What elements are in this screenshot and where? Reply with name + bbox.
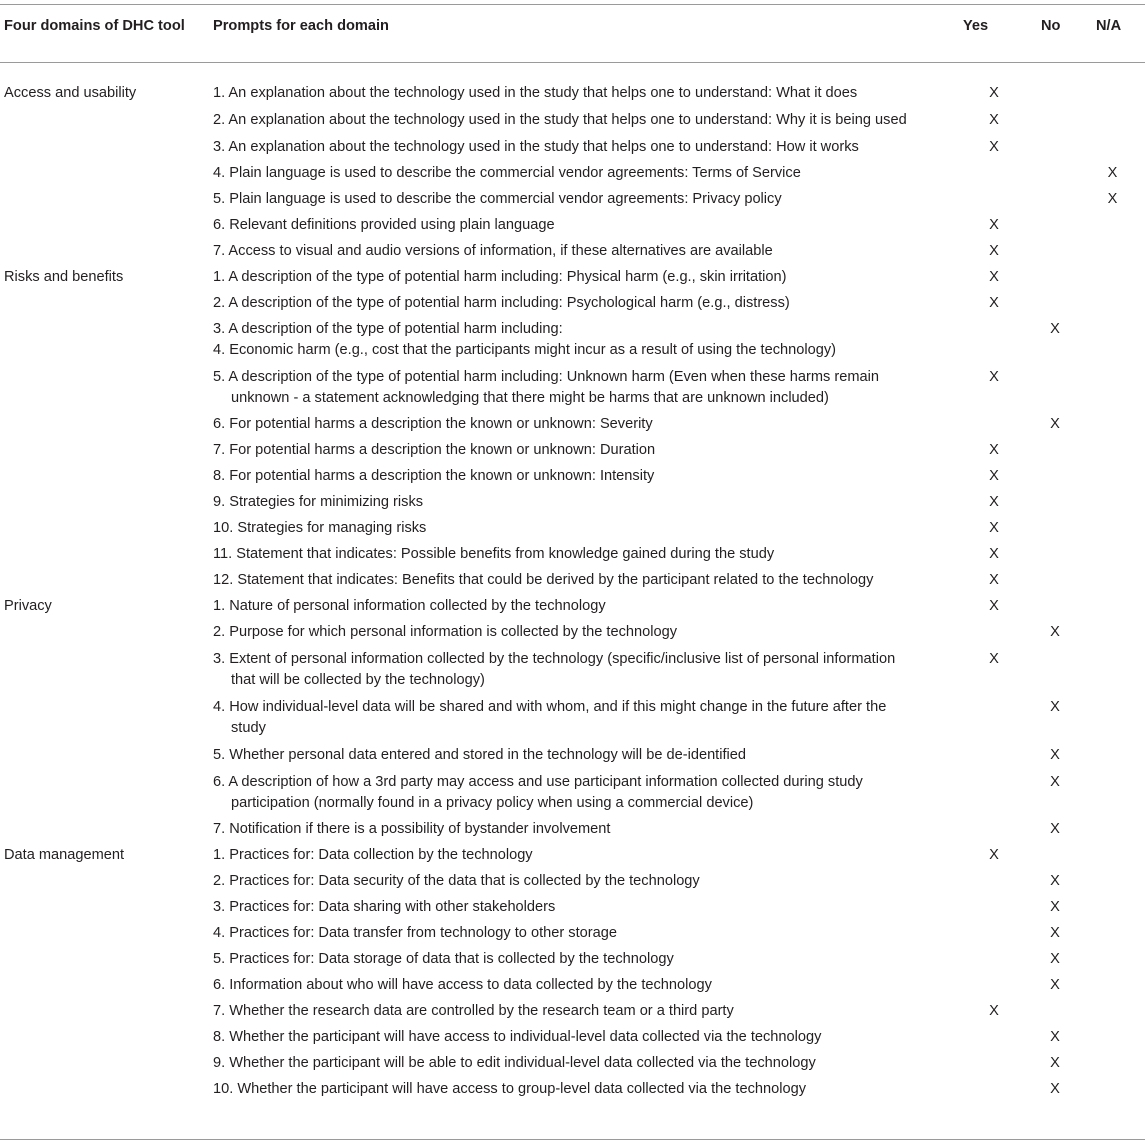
prompt-cell [213, 649, 958, 691]
prompt-cell [213, 596, 958, 617]
yes-cell: X [989, 494, 999, 510]
prompt-cell [213, 622, 958, 643]
yes-cell: X [989, 85, 999, 101]
prompt-text: 8. For potential harms a description the known or unknown: Intensity [213, 468, 655, 484]
prompt-text: 1. A description of the type of potential harm including: Physical harm (e.g., skin irritation) [213, 269, 787, 285]
prompt-text: 10. Strategies for managing risks [213, 520, 427, 536]
prompt-cell [213, 1053, 958, 1074]
prompt-text: 2. Practices for: Data security of the data that is collected by the technology [213, 873, 700, 889]
no-cell: X [1050, 873, 1060, 889]
table-row [0, 1053, 1145, 1074]
prompt-cell [213, 544, 958, 565]
yes-cell: X [989, 1003, 999, 1019]
domain-cell: Access and usability [4, 85, 137, 101]
header-yes: Yes [963, 18, 989, 34]
table-row [0, 923, 1145, 944]
no-cell: X [1050, 1055, 1060, 1071]
table-row [0, 772, 1145, 814]
prompt-text: 4. Plain language is used to describe the commercial vendor agreements: Terms of Service [213, 165, 801, 181]
prompt-text: 6. A description of how a 3rd party may access and use participant information collected during study participation (normally found in a privacy policy when using a commercial device) [213, 774, 863, 811]
prompt-text: 3. Extent of personal information collected by the technology (specific/inclusive list of personal information that will be collected by the technology) [213, 651, 896, 688]
yes-cell: X [989, 217, 999, 233]
prompt-cell [213, 319, 958, 340]
table-row [0, 949, 1145, 970]
prompt-text: 5. Whether personal data entered and stored in the technology will be de-identified [213, 747, 747, 763]
prompt-cell [213, 745, 958, 766]
table-row [0, 544, 1145, 565]
table-row [0, 293, 1145, 314]
table-row [0, 975, 1145, 996]
table-row [0, 163, 1145, 184]
dhc-table [0, 4, 1145, 1100]
yes-cell: X [989, 442, 999, 458]
prompt-text: 1. Practices for: Data collection by the technology [213, 847, 533, 863]
prompt-text: 6. Relevant definitions provided using plain language [213, 217, 555, 233]
prompt-cell [213, 1001, 958, 1022]
prompt-text: 2. Purpose for which personal information is collected by the technology [213, 624, 678, 640]
prompt-cell [213, 163, 958, 184]
prompt-cell [213, 975, 958, 996]
table-row [0, 1079, 1145, 1100]
table-row [0, 137, 1145, 158]
prompt-cell [213, 414, 958, 435]
prompt-text: 11. Statement that indicates: Possible benefits from knowledge gained during the study [213, 546, 775, 562]
table-row [0, 414, 1145, 435]
no-cell: X [1050, 747, 1060, 763]
prompt-cell [213, 518, 958, 539]
prompt-cell [213, 293, 958, 314]
yes-cell: X [989, 112, 999, 128]
yes-cell: X [989, 520, 999, 536]
prompt-cell [213, 949, 958, 970]
yes-cell: X [989, 369, 999, 385]
prompt-cell [213, 440, 958, 461]
prompt-text: 4. Economic harm (e.g., cost that the participants might incur as a result of using the technology) [213, 342, 836, 358]
table-row [0, 845, 1145, 866]
prompt-text: 5. A description of the type of potential harm including: Unknown harm (Even when these harms remain unknown - a statement acknowledging that there might be harms that are unknown included) [213, 369, 879, 406]
yes-cell: X [989, 295, 999, 311]
prompt-text: 6. Information about who will have access to data collected by the technology [213, 977, 712, 993]
prompt-cell [213, 367, 958, 409]
prompt-text: 5. Practices for: Data storage of data that is collected by the technology [213, 951, 674, 967]
prompt-cell [213, 83, 958, 104]
table-body [0, 63, 1145, 1100]
no-cell: X [1050, 1029, 1060, 1045]
yes-cell: X [989, 468, 999, 484]
prompt-cell [213, 923, 958, 944]
prompt-text: 3. Practices for: Data sharing with other stakeholders [213, 899, 556, 915]
yes-cell: X [989, 572, 999, 588]
no-cell: X [1050, 951, 1060, 967]
no-cell: X [1050, 699, 1060, 715]
table-header [0, 5, 1145, 62]
header-no: No [1041, 18, 1061, 34]
prompt-cell [213, 772, 958, 814]
prompt-cell [213, 189, 958, 210]
table-row [0, 697, 1145, 739]
table-row [0, 570, 1145, 591]
no-cell: X [1050, 416, 1060, 432]
table-row [0, 215, 1145, 236]
table-row [0, 267, 1145, 288]
prompt-text: 7. Whether the research data are controlled by the research team or a third party [213, 1003, 734, 1019]
prompt-text: 3. A description of the type of potential harm including: [213, 321, 563, 337]
no-cell: X [1050, 925, 1060, 941]
yes-cell: X [989, 139, 999, 155]
table-row [0, 466, 1145, 487]
table-row [0, 871, 1145, 892]
header-na: N/A [1096, 18, 1122, 34]
prompt-text: 7. Access to visual and audio versions of information, if these alternatives are available [213, 243, 773, 259]
table-row [0, 745, 1145, 766]
prompt-cell [213, 340, 958, 361]
table-row [0, 367, 1145, 409]
prompt-cell [213, 845, 958, 866]
table-row [0, 1001, 1145, 1022]
table-row [0, 319, 1145, 340]
prompt-text: 5. Plain language is used to describe the commercial vendor agreements: Privacy policy [213, 191, 782, 207]
table-row [0, 649, 1145, 691]
prompt-text: 12. Statement that indicates: Benefits that could be derived by the participant related to the technology [213, 572, 874, 588]
prompt-text: 9. Whether the participant will be able to edit individual-level data collected via the technology [213, 1055, 816, 1071]
no-cell: X [1050, 321, 1060, 337]
prompt-cell [213, 697, 958, 739]
prompt-cell [213, 492, 958, 513]
table-row [0, 897, 1145, 918]
yes-cell: X [989, 847, 999, 863]
table-row [0, 340, 1145, 361]
no-cell: X [1050, 1081, 1060, 1097]
table-row [0, 518, 1145, 539]
table-row [0, 189, 1145, 210]
table-row [0, 492, 1145, 513]
no-cell: X [1050, 821, 1060, 837]
prompt-cell [213, 1027, 958, 1048]
prompt-cell [213, 1079, 958, 1100]
prompt-cell [213, 267, 958, 288]
table-row [0, 241, 1145, 262]
table-row [0, 622, 1145, 643]
prompt-text: 2. An explanation about the technology used in the study that helps one to understand: Why it is being used [213, 112, 907, 128]
prompt-cell [213, 241, 958, 262]
prompt-cell [213, 466, 958, 487]
prompt-cell [213, 819, 958, 840]
prompt-text: 4. Practices for: Data transfer from technology to other storage [213, 925, 617, 941]
header-prompt: Prompts for each domain [213, 18, 389, 34]
no-cell: X [1050, 624, 1060, 640]
domain-cell: Privacy [4, 598, 52, 614]
domain-cell: Risks and benefits [4, 269, 124, 285]
prompt-cell [213, 570, 958, 591]
prompt-text: 3. An explanation about the technology used in the study that helps one to understand: How it works [213, 139, 859, 155]
no-cell: X [1050, 899, 1060, 915]
prompt-cell [213, 215, 958, 236]
prompt-text: 8. Whether the participant will have access to individual-level data collected via the technology [213, 1029, 822, 1045]
yes-cell: X [989, 651, 999, 667]
table-row [0, 819, 1145, 840]
prompt-text: 4. How individual-level data will be shared and with whom, and if this might change in the future after the study [213, 699, 887, 736]
prompt-text: 7. Notification if there is a possibility of bystander involvement [213, 821, 611, 837]
prompt-text: 9. Strategies for minimizing risks [213, 494, 424, 510]
table-row [0, 440, 1145, 461]
prompt-text: 1. Nature of personal information collected by the technology [213, 598, 606, 614]
yes-cell: X [989, 269, 999, 285]
no-cell: X [1050, 977, 1060, 993]
na-cell: X [1107, 165, 1118, 181]
prompt-text: 1. An explanation about the technology used in the study that helps one to understand: What it does [213, 85, 858, 101]
yes-cell: X [989, 546, 999, 562]
na-cell: X [1107, 191, 1118, 207]
prompt-cell [213, 110, 958, 131]
domain-cell: Data management [4, 847, 125, 863]
header-domain: Four domains of DHC tool [4, 18, 185, 34]
prompt-text: 6. For potential harms a description the known or unknown: Severity [213, 416, 653, 432]
prompt-cell [213, 871, 958, 892]
prompt-text: 2. A description of the type of potential harm including: Psychological harm (e.g., distress) [213, 295, 790, 311]
prompt-text: 7. For potential harms a description the known or unknown: Duration [213, 442, 656, 458]
table-row [0, 83, 1145, 104]
table-row [0, 110, 1145, 131]
prompt-cell [213, 137, 958, 158]
prompt-text: 10. Whether the participant will have access to group-level data collected via the technology [213, 1081, 807, 1097]
no-cell: X [1050, 774, 1060, 790]
yes-cell: X [989, 243, 999, 259]
table-row [0, 596, 1145, 617]
prompt-cell [213, 897, 958, 918]
yes-cell: X [989, 598, 999, 614]
table-row [0, 1027, 1145, 1048]
